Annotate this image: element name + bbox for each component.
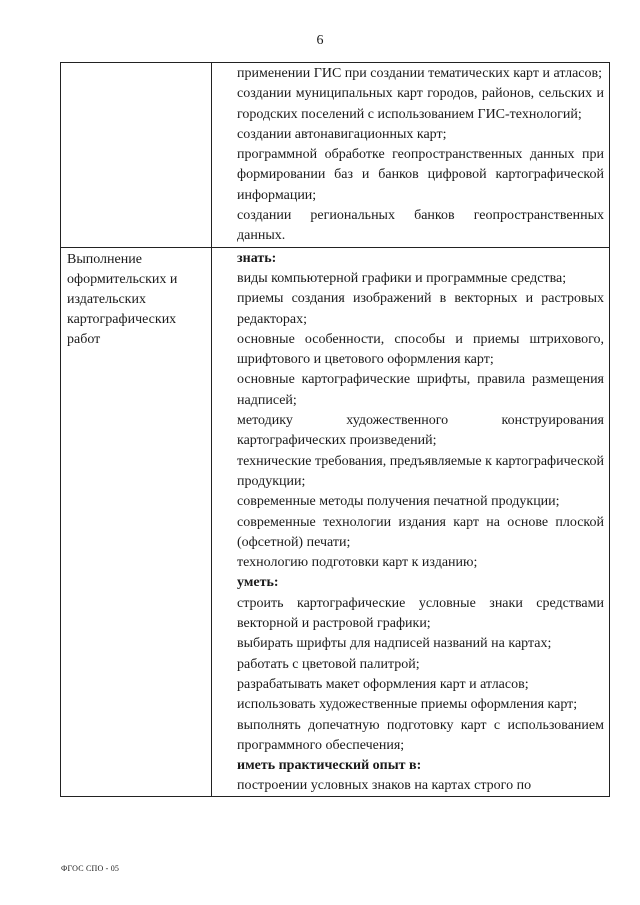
experience-item: построении условных знаков на картах строго по <box>237 778 532 794</box>
skill-item: выбирать шрифты для надписей названий на картах; <box>237 636 552 652</box>
activity-line: издательских <box>67 291 146 307</box>
activity-line: работ <box>67 331 101 347</box>
knowledge-item: технологию подготовки карт к изданию; <box>237 555 478 571</box>
activity-line: оформительских и <box>67 271 178 287</box>
knowledge-item: методику художественного конструирования картографических произведений; <box>237 413 604 449</box>
know-heading: знать: <box>237 250 277 266</box>
requirements-cell <box>212 63 610 248</box>
can-heading: уметь: <box>237 575 279 591</box>
knowledge-item: основные картографические шрифты, правила размещения надписей; <box>237 372 604 408</box>
requirement-item: применении ГИС при создании тематических карт и атласов; <box>237 66 603 81</box>
requirement-item: программной обработке геопространственных данных при формировании баз и банков цифровой картографической информации; <box>237 147 604 203</box>
activity-cell <box>61 247 212 797</box>
skill-item: строить картографические условные знаки средствами векторной и растровой графики; <box>237 595 604 632</box>
activity-cell <box>61 63 212 248</box>
requirement-item: создании региональных банков геопространственных данных. <box>237 208 604 244</box>
requirement-item: создании автонавигационных карт; <box>237 126 447 142</box>
skill-item: разрабатывать макет оформления карт и атласов; <box>237 676 529 692</box>
experience-heading: иметь практический опыт в: <box>237 758 422 774</box>
knowledge-item: основные особенности, способы и приемы штрихового, шрифтового и цветового оформления карт; <box>237 331 604 368</box>
activity-line: Выполнение <box>67 251 142 267</box>
skill-item: выполнять допечатную подготовку карт с использованием программного обеспечения; <box>237 717 604 753</box>
table-row <box>61 63 610 248</box>
knowledge-item: приемы создания изображений в векторных и растровых редакторах; <box>237 291 604 327</box>
skill-item: использовать художественные приемы оформления карт; <box>237 697 578 713</box>
requirement-item: создании муниципальных карт городов, районов, сельских и городских поселений с использованием ГИС-технологий; <box>237 86 604 122</box>
page-number: 6 <box>316 33 324 48</box>
activity-line: картографических <box>67 311 177 327</box>
competency-table <box>60 62 610 797</box>
knowledge-item: современные технологии издания карт на основе плоской (офсетной) печати; <box>237 514 604 550</box>
footer-code: ФГОС СПО - 05 <box>61 864 120 873</box>
knowledge-item: современные методы получения печатной продукции; <box>237 494 560 510</box>
knowledge-item: виды компьютерной графики и программные средства; <box>237 270 567 286</box>
requirements-cell <box>212 247 610 797</box>
knowledge-item: технические требования, предъявляемые к картографической продукции; <box>237 453 604 489</box>
table-row <box>61 247 610 797</box>
skill-item: работать с цветовой палитрой; <box>237 656 420 672</box>
